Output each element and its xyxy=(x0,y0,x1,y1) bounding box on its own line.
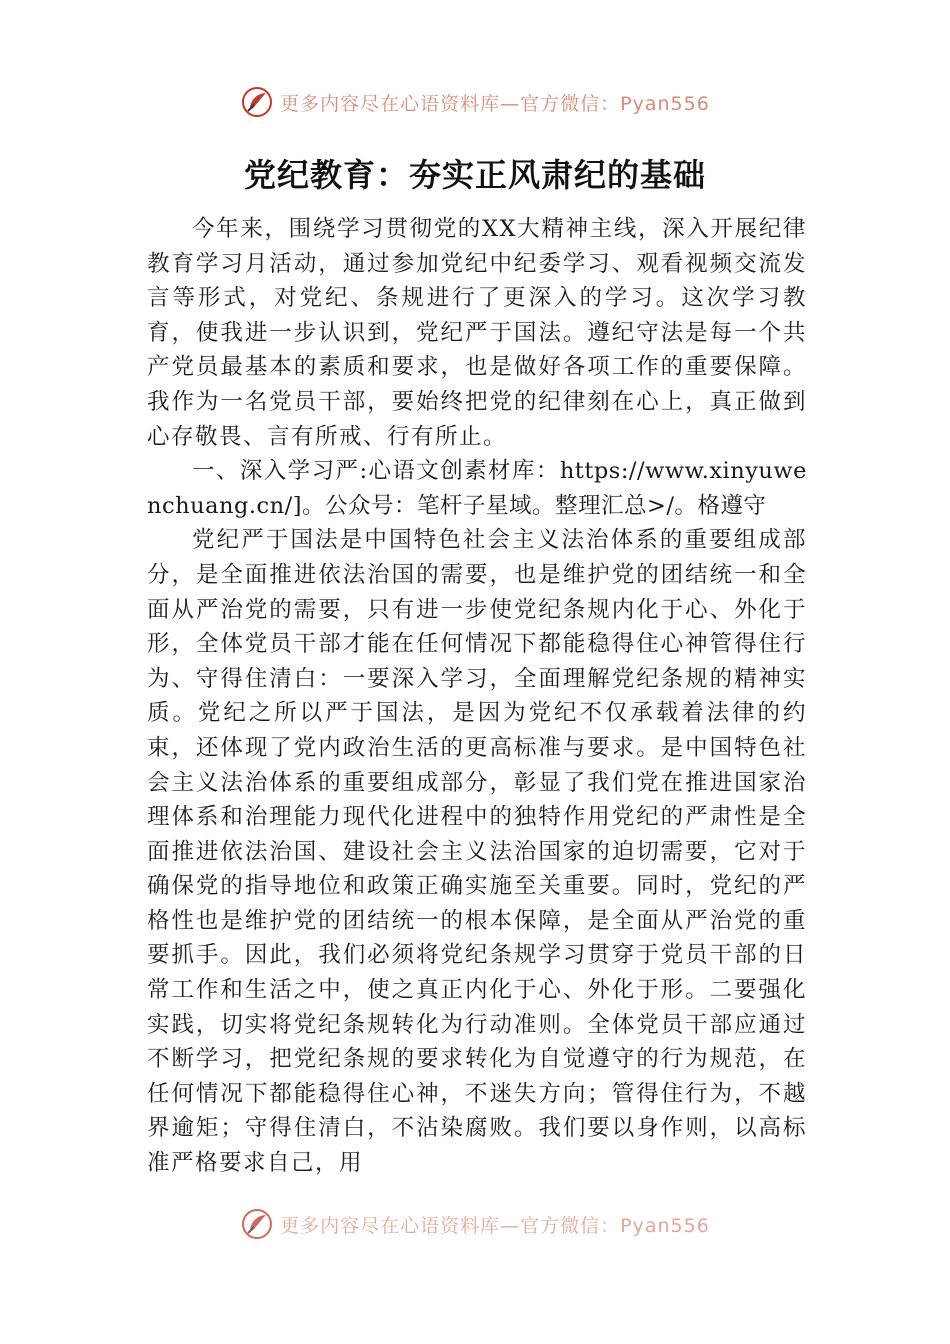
watermark-text: 更多内容尽在心语资料库—官方微信：Pyan556 xyxy=(280,1214,710,1237)
paragraph-intro: 今年来，围绕学习贯彻党的XX大精神主线，深入开展纪律教育学习月活动，通过参加党纪中纪委学习、观看视频交流发言等形式，对党纪、条规进行了更深入的学习。这次学习教育，使我进一步认识到，党纪严于国法。遵纪守法是每一个共产党员最基本的素质和要求，也是做好各项工作的重要保障。我作为一名党员干部，要始终把党的纪律刻在心上，真正做到心存敬畏、言有所戒、行有所止。 xyxy=(147,216,807,450)
quill-heart-logo-icon xyxy=(240,85,274,119)
document-body xyxy=(147,212,807,1181)
quill-heart-logo-icon xyxy=(240,1207,274,1241)
paragraph-section-heading: 一、深入学习严:心语文创素材库：https://www.xinyuwenchuang.cn/]。公众号：笔杆子星域。整理汇总>/。格遵守 xyxy=(147,458,807,519)
watermark-banner-top xyxy=(0,82,950,122)
paragraph-body: 党纪严于国法是中国特色社会主义法治体系的重要组成部分，是全面推进依法治国的需要，也是维护党的团结统一和全面从严治党的需要，只有进一步使党纪条规内化于心、外化于形，全体党员干部才能在任何情况下都能稳得住心神管得住行为、守得住清白：一要深入学习，全面理解党纪条规的精神实质。党纪之所以严于国法，是因为党纪不仅承载着法律的约束，还体现了党内政治生活的更高标准与要求。是中国特色社会主义法治体系的重要组成部分，彰显了我们党在推进国家治理体系和治理能力现代化进程中的独特作用党纪的严肃性是全面推进依法治国、建设社会主义法治国家的迫切需要，它对于确保党的指导地位和政策正确实施至关重要。同时，党纪的严格性也是维护党的团结统一的根本保障，是全面从严治党的重要抓手。因此，我们必须将党纪条规学习贯穿于党员干部的日常工作和生活之中，使之真正内化于心、外化于形。二要强化实践，切实将党纪条规转化为行动准则。全体党员干部应通过不断学习，把党纪条规的要求转化为自觉遵守的行为规范，在任何情况下都能稳得住心神，不迷失方向；管得住行为，不越界逾矩；守得住清白，不沾染腐败。我们要以身作则，以高标准严格要求自己，用 xyxy=(147,527,807,1177)
watermark-text: 更多内容尽在心语资料库—官方微信：Pyan556 xyxy=(280,92,710,115)
document-title: 党纪教育：夯实正风肃纪的基础 xyxy=(243,156,706,194)
watermark-banner-bottom xyxy=(0,1204,950,1244)
